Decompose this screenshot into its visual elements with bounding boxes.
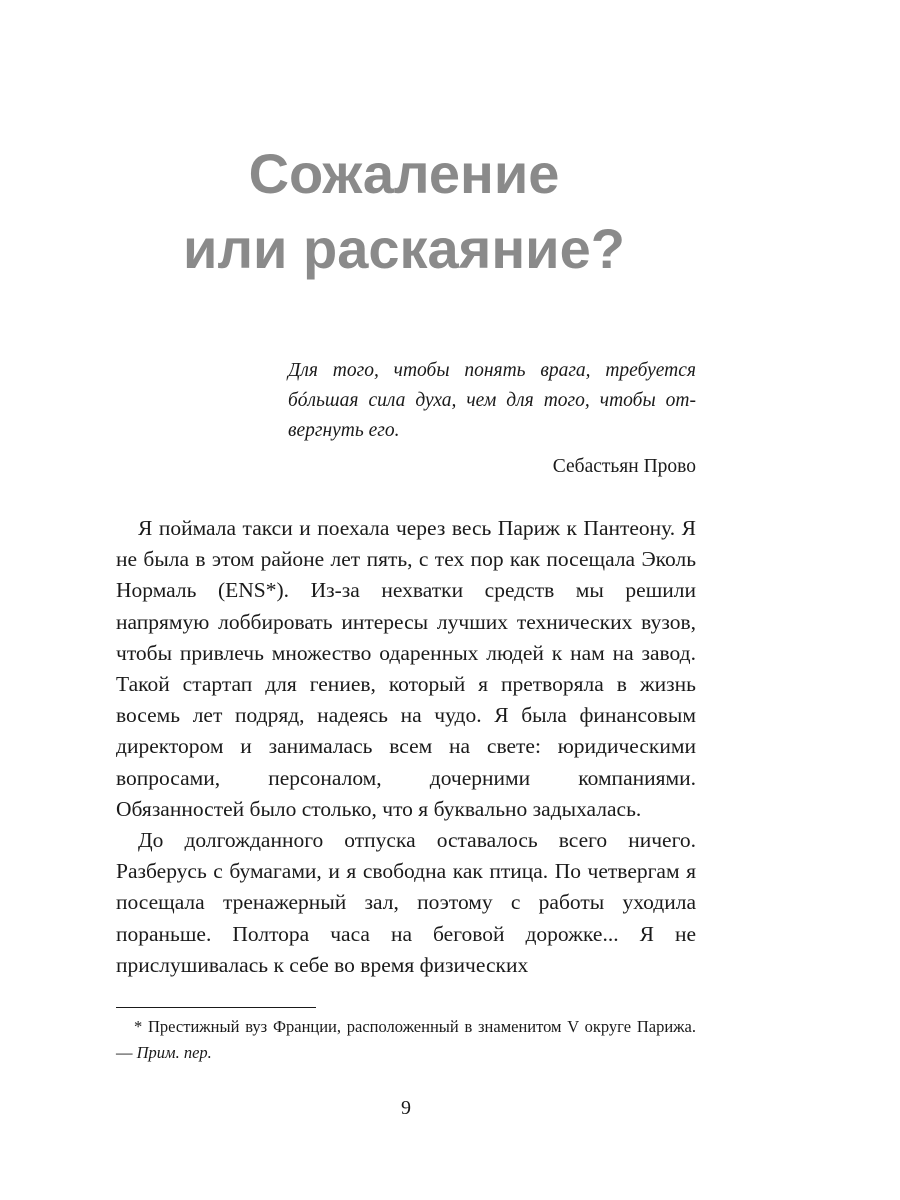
- epigraph-author: Себастьян Прово: [552, 456, 696, 477]
- chapter-title: [0, 136, 808, 286]
- body-text: [116, 513, 696, 981]
- footnote-note: Прим. пер.: [136, 1043, 212, 1062]
- body-paragraph: До долгожданного отпуска оставалось всего ничего. Разберусь с бумагами, и я свободна как птица. По четвергам я посещала тренажерный зал, поэтому с работы уходила пораньше. Полтора часа на беговой дорожке... Я не прислушивалась к себе во время физических: [116, 828, 696, 977]
- page-number: 9: [401, 1097, 411, 1119]
- footnote: [116, 1014, 696, 1066]
- chapter-title-line-2: или раскаяние?: [183, 217, 625, 280]
- epigraph-text: Для того, чтобы понять врага, требуется бóльшая сила духа, чем для того, чтобы отвергнуть его.: [288, 360, 696, 441]
- footnote-text: * Престижный вуз Франции, расположенный в знаменитом V округе Парижа. —: [116, 1017, 696, 1062]
- chapter-title-line-1: Сожаление: [248, 142, 560, 205]
- footnote-divider: [116, 1007, 316, 1008]
- epigraph: [288, 356, 696, 482]
- body-paragraph: Я поймала такси и поехала через весь Париж к Пантеону. Я не была в этом районе лет пять, с тех пор как посещала Эколь Нормаль (ENS*). Из-за нехватки средств мы решили напрямую лоббировать интересы лучших технических вузов, чтобы привлечь множество одаренных людей к нам на завод. Такой стартап для гениев, который я претворяла в жизнь восемь лет подряд, надеясь на чудо. Я была финансовым директором и занималась всем на свете: юридическими вопросами, персоналом, дочерними компаниями. Обязанностей было столько, что я буквально задыхалась.: [116, 516, 696, 821]
